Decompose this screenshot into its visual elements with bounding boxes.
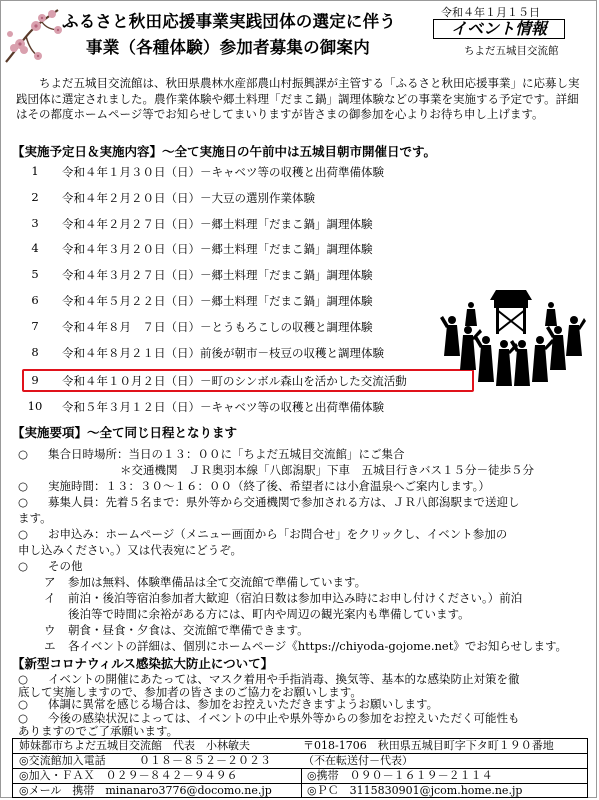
schedule-number: 8 — [31, 345, 39, 359]
sub-text: 前泊・後泊等宿泊参加者大歓迎（宿泊日数は参加申込み時にお申し付けください。）前泊 — [68, 591, 523, 605]
schedule-text: 令和４年８月 ７日（日）－とうもろこしの収穫と調理体験 — [62, 320, 373, 334]
bullet: ○ — [18, 672, 29, 686]
representative: 姉妹都市ちよだ五城目交流館 代表 小林敏夫 — [19, 739, 250, 752]
phone-note: （不在転送付－代表） — [303, 754, 413, 767]
sub-text: 参加は無料、体験準備品は全て交流館で準備しています。 — [68, 575, 367, 589]
contact-row-4 — [13, 784, 587, 799]
schedule-text: 令和４年８月２１日（日）前後が朝市－枝豆の収穫と調理体験 — [62, 346, 384, 360]
schedule-number: 2 — [31, 190, 39, 204]
detail-sub-e — [44, 639, 568, 653]
schedule-number: 10 — [27, 399, 43, 413]
covid-text: 今後の感染状況によっては、イベントの中止や県外等からの参加をお控えいただく可能性も — [48, 711, 520, 725]
detail-text: お申込み：ホームページ（メニュー画面から「お問合せ」をクリックし、イベント参加の — [48, 527, 508, 541]
issue-date: 令和４年１月１５日 — [441, 6, 540, 19]
sub-text: 朝食・昼食・夕食は、交流館で準備できます。 — [68, 623, 309, 637]
bullet: ○ — [18, 527, 29, 541]
detail-sub-i — [44, 591, 523, 605]
fax: ◎加入・ＦＡＸ ０２９－８４２－９４９６ — [19, 769, 238, 782]
address: 〒018-1706 秋田県五城目町字下タ町１９０番地 — [303, 739, 554, 752]
bullet: ○ — [18, 447, 29, 461]
sub-text: 各イベントの詳細は、個別にホームページ《https://chiyoda-gojome.net》でお知らせします。 — [68, 639, 568, 653]
detail-recruit-cont: ます。 — [18, 511, 52, 525]
covid-heading: 【新型コロナウィルス感染拡大防止について】 — [12, 656, 274, 671]
covid-text: イベントの開催にあたっては、マスク着用や手指消毒、換気等、基本的な感染防止対策を徹 — [48, 672, 520, 686]
schedule-text: 令和４年２月２７日（日）－郷土料理「だまこ鍋」調理体験 — [62, 217, 373, 231]
schedule-text: 令和５年３月１２日（日）－キャベツ等の収穫と出荷準備体験 — [62, 400, 384, 414]
bullet: ○ — [18, 479, 29, 493]
schedule-text: 令和４年１月３０日（日）－キャベツ等の収穫と出荷準備体験 — [62, 165, 384, 179]
title-line-1: ふるさと秋田応援事業実践団体の選定に伴う — [62, 12, 396, 31]
detail-text: その他 — [48, 559, 83, 573]
detail-apply-cont: 申し込みください。）又は代表宛にどうぞ。 — [18, 543, 243, 557]
schedule-number: 1 — [31, 164, 39, 178]
schedule-text: 令和４年２月２０日（日）－大豆の選別作業体験 — [62, 191, 315, 205]
email-mobile[interactable]: ◎メール 携帯 minanaro3776@docomo.ne.jp — [19, 784, 272, 797]
detail-sub-a — [44, 575, 367, 589]
plum-blossom-icon — [2, 4, 68, 66]
details-heading: 【実施要項】～全て同じ日程となります — [12, 425, 238, 440]
schedule-text: 令和４年１０月２日（日）－町のシンボル森山を活かした交流活動 — [62, 374, 407, 388]
detail-sub-u — [44, 623, 309, 637]
bullet: ○ — [18, 711, 29, 725]
schedule-text: 令和４年５月２２日（日）－郷土料理「だまこ鍋」調理体験 — [62, 294, 373, 308]
email-pc[interactable]: ◎ＰＣ 3115830901@jcom.home.ne.jp — [307, 784, 523, 797]
schedule-number: 6 — [31, 293, 39, 307]
schedule-number: 5 — [31, 267, 39, 281]
phone-label: ◎交流館加入電話 — [19, 754, 106, 767]
detail-text: 実施時間：１３：３０～１６：００（終了後、希望者には小倉温泉へご案内します。） — [48, 479, 490, 493]
schedule-text: 令和４年３月２７日（日）－郷土料理「だまこ鍋」調理体験 — [62, 268, 373, 282]
bullet: ○ — [18, 495, 29, 509]
mobile-phone: ◎携帯 ０９０－１６１９－２１１４ — [307, 769, 493, 782]
event-info-badge: イベント情報 — [433, 19, 565, 39]
schedule-heading: 【実施予定日＆実施内容】～全て実施日の午前中は五城目朝市開催日です。 — [12, 144, 437, 159]
schedule-number: 3 — [31, 216, 39, 230]
detail-sub-i-cont: 後泊等で時間に余裕がある方には、町内や周辺の観光案内も準備しています。 — [68, 607, 470, 621]
bullet: ○ — [18, 697, 29, 711]
sub-mark: ア — [44, 575, 56, 589]
schedule-number: 9 — [31, 373, 39, 387]
intro-paragraph: ちよだ五城目交流館は、秋田県農林水産部農山村振興課が主管する「ふるさと秋田応援事業」に応募し実践団体に選定されました。農作業体験や郷土料理「だまこ鍋」調理体験などの事業を実施する予定です。詳細はその都度ホームページ等でお知らせしてまいりますが皆さまの御参加を心よりお待ち申し上げます。 — [16, 76, 580, 121]
contact-row-1 — [13, 739, 587, 754]
detail-text: 募集人員：先着５名まで：県外等から交通機関で参加される方は、ＪＲ八郎潟駅まで送迎し — [48, 495, 520, 509]
detail-transport: ＊交通機関 ＪＲ奥羽本線「八郎潟駅」下車 五城目行きバス１５分－徒歩５分 — [120, 463, 534, 477]
contact-row-2 — [13, 754, 587, 769]
phone-number: ０１８－８５２－２０２３ — [139, 754, 271, 767]
dancers-illustration-icon — [436, 286, 586, 396]
contact-row-3 — [13, 769, 587, 784]
sub-mark: エ — [44, 639, 56, 653]
contact-box — [12, 738, 588, 798]
covid-item-3-cont: ありますのでご了承願います。 — [18, 724, 179, 738]
sub-mark: イ — [44, 591, 56, 605]
schedule-text: 令和４年３月２０日（日）－郷土料理「だまこ鍋」調理体験 — [62, 242, 373, 256]
title-line-2: 事業（各種体験）参加者募集の御案内 — [86, 38, 370, 57]
detail-text: 集合日時場所：当日の１３：００に「ちよだ五城目交流館」にご集合 — [48, 447, 405, 461]
schedule-number: 4 — [31, 241, 39, 255]
highlight-box — [22, 369, 474, 392]
organizer-name: ちよだ五城目交流館 — [464, 45, 559, 57]
covid-item-1-cont: 底して実施しますので、参加者の皆さまのご協力をお願いします。 — [18, 685, 362, 699]
bullet: ○ — [18, 559, 29, 573]
schedule-number: 7 — [31, 319, 39, 333]
covid-text: 体調に異常を感じる場合は、参加をお控えいただきますようお願いします。 — [48, 697, 439, 711]
sub-mark: ウ — [44, 623, 56, 637]
